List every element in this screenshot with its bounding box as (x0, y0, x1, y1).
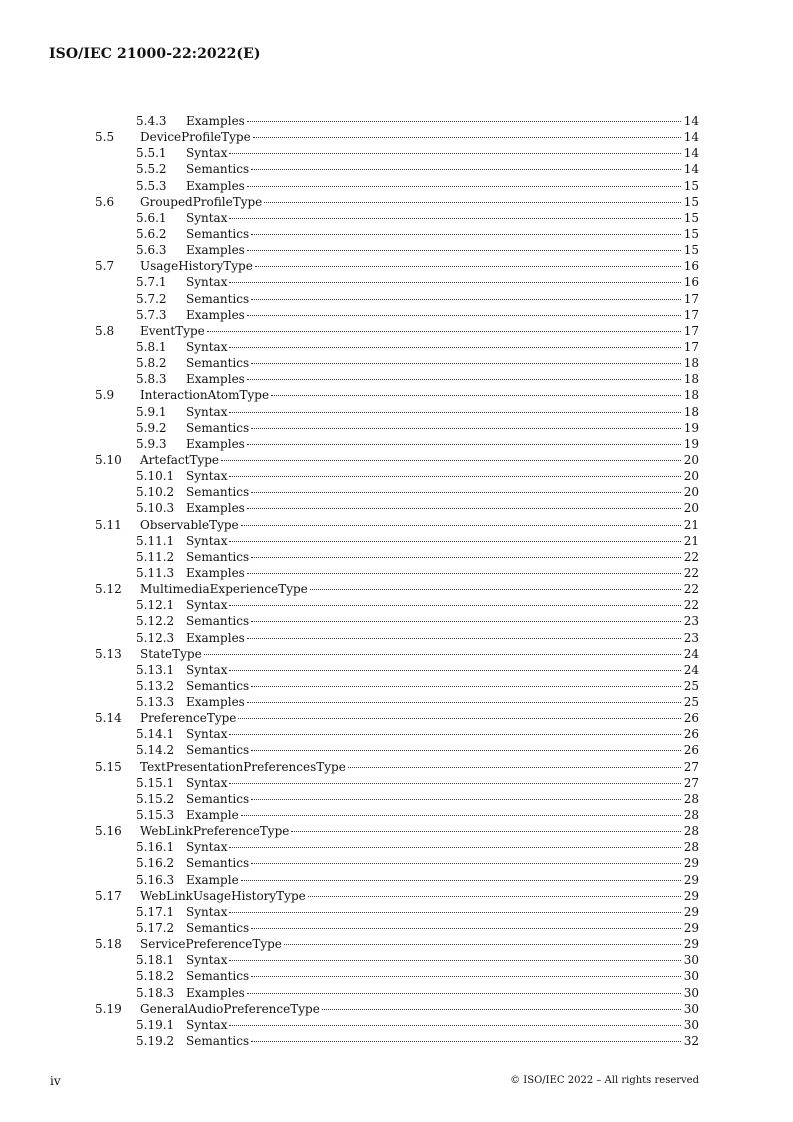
toc-entry-page: 16 (683, 259, 699, 274)
toc-entry-number: 5.5.1 (136, 146, 167, 161)
toc-entry-number: 5.9.2 (136, 420, 167, 435)
toc-entry-number: 5.18.3 (136, 985, 175, 1000)
toc-entry-title: Semantics (186, 856, 250, 871)
toc-entry-page: 17 (683, 339, 699, 354)
toc-entry-number: 5.18.1 (136, 953, 175, 968)
toc-entry-title: Examples (186, 436, 245, 451)
toc-entry-title: Examples (186, 114, 245, 128)
toc-entry-number: 5.19.1 (136, 1017, 175, 1032)
toc-entry-number: 5.6.1 (136, 210, 167, 225)
toc-entry-subclause[interactable] (95, 500, 699, 516)
toc-entry-page: 29 (683, 904, 699, 919)
toc-entry-clause[interactable] (95, 936, 699, 952)
toc-entry-title: Semantics (186, 678, 250, 693)
toc-dot-leader (253, 137, 681, 138)
toc-entry-subclause[interactable] (95, 630, 699, 646)
toc-entry-number: 5.16.1 (136, 840, 175, 855)
toc-entry-subclause[interactable] (95, 968, 699, 984)
toc-entry-page: 29 (683, 888, 699, 903)
toc-entry-page: 14 (683, 146, 699, 161)
toc-entry-title: Syntax (186, 775, 228, 790)
toc-entry-subclause[interactable] (95, 1017, 699, 1033)
toc-entry-clause[interactable] (95, 759, 699, 775)
toc-entry-subclause[interactable] (95, 613, 699, 629)
toc-dot-leader (238, 718, 681, 719)
toc-entry-page: 18 (683, 356, 699, 371)
toc-dot-leader (251, 799, 681, 800)
toc-entry-subclause[interactable] (95, 242, 699, 258)
toc-entry-page: 15 (683, 194, 699, 209)
toc-entry-number: 5.16.3 (136, 872, 175, 887)
toc-dot-leader (229, 218, 681, 219)
toc-entry-page: 22 (683, 549, 699, 564)
toc-entry-title: Examples (186, 630, 245, 645)
toc-entry-number: 5.7.1 (136, 275, 167, 290)
toc-entry-page: 14 (683, 114, 699, 128)
toc-dot-leader (229, 605, 681, 606)
toc-entry-title: Examples (186, 243, 245, 258)
toc-entry-page: 28 (683, 824, 699, 839)
toc-dot-leader (251, 299, 681, 300)
toc-entry-subclause[interactable] (95, 952, 699, 968)
toc-entry-page: 27 (683, 775, 699, 790)
toc-dot-leader (247, 121, 681, 122)
toc-dot-leader (229, 347, 681, 348)
toc-dot-leader (251, 928, 681, 929)
toc-dot-leader (247, 186, 681, 187)
toc-entry-page: 15 (683, 226, 699, 241)
toc-entry-page: 28 (683, 840, 699, 855)
toc-entry-page: 26 (683, 727, 699, 742)
toc-entry-title: Semantics (186, 614, 250, 629)
toc-entry-page: 20 (683, 485, 699, 500)
toc-entry-number: 5.4.3 (136, 114, 167, 128)
toc-dot-leader (255, 266, 681, 267)
toc-entry-page: 30 (683, 953, 699, 968)
toc-entry-title: Semantics (186, 969, 250, 984)
toc-dot-leader (247, 573, 681, 574)
toc-entry-subclause[interactable] (95, 226, 699, 242)
toc-entry-title: Semantics (186, 226, 250, 241)
toc-dot-leader (229, 783, 681, 784)
toc-entry-subclause[interactable] (95, 662, 699, 678)
toc-entry-title: Examples (186, 501, 245, 516)
toc-dot-leader (229, 541, 681, 542)
toc-entry-number: 5.5 (95, 130, 115, 145)
toc-entry-subclause[interactable] (95, 371, 699, 387)
toc-entry-number: 5.15.2 (136, 791, 175, 806)
toc-entry-page: 32 (683, 1034, 699, 1049)
toc-entry-number: 5.12.2 (136, 614, 175, 629)
toc-entry-page: 22 (683, 598, 699, 613)
toc-dot-leader (271, 395, 681, 396)
toc-entry-number: 5.13.1 (136, 662, 175, 677)
toc-entry-title: StateType (140, 646, 202, 661)
toc-entry-number: 5.11.1 (136, 533, 175, 548)
toc-entry-subclause[interactable] (95, 742, 699, 758)
toc-entry-subclause[interactable] (95, 920, 699, 936)
toc-dot-leader (251, 1041, 681, 1042)
toc-entry-title: ObservableType (140, 517, 239, 532)
toc-entry-page: 15 (683, 178, 699, 193)
toc-entry-subclause[interactable] (95, 775, 699, 791)
toc-dot-leader (229, 153, 681, 154)
toc-entry-number: 5.10.1 (136, 469, 175, 484)
toc-entry-title: Semantics (186, 420, 250, 435)
toc-entry-subclause[interactable] (95, 291, 699, 307)
toc-entry-page: 19 (683, 436, 699, 451)
toc-dot-leader (247, 379, 681, 380)
toc-entry-clause[interactable] (95, 517, 699, 533)
toc-entry-title: ArtefactType (140, 452, 220, 467)
toc-entry-number: 5.8.2 (136, 356, 167, 371)
toc-entry-page: 21 (683, 533, 699, 548)
toc-entry-title: Syntax (186, 533, 228, 548)
toc-entry-title: Semantics (186, 921, 250, 936)
toc-entry-title: Example (186, 872, 239, 887)
toc-entry-clause[interactable] (95, 323, 699, 339)
toc-entry-number: 5.14.1 (136, 727, 175, 742)
toc-dot-leader (251, 234, 681, 235)
toc-entry-page: 14 (683, 130, 699, 145)
toc-entry-subclause[interactable] (95, 1033, 699, 1049)
toc-entry-page: 23 (683, 614, 699, 629)
toc-entry-page: 20 (683, 469, 699, 484)
toc-dot-leader (291, 831, 681, 832)
toc-entry-page: 29 (683, 921, 699, 936)
toc-entry-subclause[interactable] (95, 985, 699, 1001)
toc-entry-subclause[interactable] (95, 178, 699, 194)
toc-entry-number: 5.8.1 (136, 339, 167, 354)
toc-entry-title: InteractionAtomType (140, 388, 270, 403)
toc-entry-number: 5.5.2 (136, 162, 167, 177)
toc-dot-leader (348, 767, 681, 768)
toc-entry-title: Syntax (186, 275, 228, 290)
toc-entry-title: Syntax (186, 904, 228, 919)
toc-entry-title: Syntax (186, 662, 228, 677)
toc-dot-leader (251, 363, 681, 364)
toc-entry-number: 5.17.1 (136, 904, 175, 919)
toc-dot-leader (229, 670, 681, 671)
toc-entry-subclause[interactable] (95, 904, 699, 920)
toc-entry-title: Syntax (186, 727, 228, 742)
toc-entry-title: MultimediaExperienceType (140, 582, 308, 597)
toc-dot-leader (229, 1025, 681, 1026)
toc-entry-title: Examples (186, 565, 245, 580)
toc-entry-page: 25 (683, 678, 699, 693)
toc-entry-number: 5.10 (95, 452, 122, 467)
toc-dot-leader (229, 412, 681, 413)
toc-entry-number: 5.18.2 (136, 969, 175, 984)
toc-entry-subclause[interactable] (95, 484, 699, 500)
toc-dot-leader (229, 734, 681, 735)
toc-entry-number: 5.13.3 (136, 695, 175, 710)
toc-entry-title: PreferenceType (140, 711, 237, 726)
toc-dot-leader (310, 589, 681, 590)
toc-entry-number: 5.6.2 (136, 226, 167, 241)
toc-entry-title: UsageHistoryType (140, 259, 253, 274)
toc-entry-page: 20 (683, 501, 699, 516)
toc-entry-page: 29 (683, 856, 699, 871)
toc-dot-leader (229, 282, 681, 283)
toc-entry-title: Examples (186, 372, 245, 387)
toc-entry-title: Examples (186, 178, 245, 193)
toc-entry-clause[interactable] (95, 646, 699, 662)
toc-dot-leader (251, 557, 681, 558)
toc-entry-page: 21 (683, 517, 699, 532)
toc-dot-leader (229, 912, 681, 913)
toc-entry-subclause[interactable] (95, 678, 699, 694)
page-number: iv (50, 1074, 61, 1088)
toc-entry-number: 5.12.3 (136, 630, 175, 645)
toc-entry-page: 18 (683, 404, 699, 419)
toc-entry-title: Examples (186, 307, 245, 322)
toc-entry-number: 5.8 (95, 323, 115, 338)
toc-entry-page: 19 (683, 420, 699, 435)
toc-entry-clause[interactable] (95, 710, 699, 726)
toc-dot-leader (247, 444, 681, 445)
toc-entry-subclause[interactable] (95, 468, 699, 484)
document-header: ISO/IEC 21000-22:2022(E) (49, 46, 261, 62)
toc-dot-leader (229, 847, 681, 848)
toc-entry-number: 5.17 (95, 888, 122, 903)
toc-entry-page: 30 (683, 985, 699, 1000)
toc-entry-title: GeneralAudioPreferenceType (140, 1001, 320, 1016)
toc-entry-subclause[interactable] (95, 807, 699, 823)
toc-entry-title: Syntax (186, 404, 228, 419)
toc-dot-leader (251, 686, 681, 687)
toc-entry-subclause[interactable] (95, 161, 699, 177)
toc-dot-leader (251, 750, 681, 751)
toc-entry-subclause[interactable] (95, 436, 699, 452)
toc-entry-number: 5.13.2 (136, 678, 175, 693)
toc-entry-title: Examples (186, 985, 245, 1000)
toc-entry-subclause[interactable] (95, 274, 699, 290)
table-of-contents (95, 113, 699, 1049)
toc-entry-title: Syntax (186, 953, 228, 968)
toc-dot-leader (241, 880, 681, 881)
toc-dot-leader (251, 863, 681, 864)
toc-entry-page: 15 (683, 210, 699, 225)
toc-entry-page: 22 (683, 582, 699, 597)
toc-entry-title: EventType (140, 323, 205, 338)
toc-entry-subclause[interactable] (95, 855, 699, 871)
toc-entry-subclause[interactable] (95, 872, 699, 888)
toc-dot-leader (221, 460, 681, 461)
toc-dot-leader (247, 993, 681, 994)
toc-entry-number: 5.19 (95, 1001, 122, 1016)
toc-entry-title: Syntax (186, 146, 228, 161)
toc-entry-number: 5.7 (95, 259, 115, 274)
toc-entry-number: 5.17.2 (136, 921, 175, 936)
toc-entry-subclause[interactable] (95, 420, 699, 436)
toc-dot-leader (251, 428, 681, 429)
toc-dot-leader (251, 492, 681, 493)
toc-dot-leader (251, 976, 681, 977)
toc-entry-title: Semantics (186, 162, 250, 177)
toc-entry-page: 30 (683, 1001, 699, 1016)
toc-dot-leader (308, 896, 681, 897)
toc-entry-page: 17 (683, 291, 699, 306)
toc-entry-page: 17 (683, 307, 699, 322)
toc-entry-clause[interactable] (95, 823, 699, 839)
toc-entry-number: 5.6.3 (136, 243, 167, 258)
toc-entry-title: Examples (186, 695, 245, 710)
toc-entry-clause[interactable] (95, 129, 699, 145)
toc-entry-number: 5.15.3 (136, 808, 175, 823)
toc-entry-title: Syntax (186, 840, 228, 855)
toc-entry-title: Semantics (186, 356, 250, 371)
toc-entry-clause[interactable] (95, 1001, 699, 1017)
toc-entry-number: 5.9 (95, 388, 115, 403)
copyright-notice: © ISO/IEC 2022 – All rights reserved (510, 1075, 699, 1086)
toc-dot-leader (247, 315, 681, 316)
toc-entry-page: 16 (683, 275, 699, 290)
toc-entry-number: 5.14 (95, 711, 122, 726)
toc-entry-page: 17 (683, 323, 699, 338)
toc-entry-title: WebLinkUsageHistoryType (140, 888, 306, 903)
toc-entry-title: Syntax (186, 339, 228, 354)
toc-entry-number: 5.7.2 (136, 291, 167, 306)
toc-entry-title: Semantics (186, 549, 250, 564)
toc-entry-page: 14 (683, 162, 699, 177)
toc-entry-number: 5.12.1 (136, 598, 175, 613)
toc-entry-number: 5.9.1 (136, 404, 167, 419)
toc-entry-number: 5.15.1 (136, 775, 175, 790)
toc-dot-leader (207, 331, 681, 332)
toc-entry-page: 30 (683, 969, 699, 984)
toc-entry-title: Syntax (186, 210, 228, 225)
toc-dot-leader (247, 702, 681, 703)
toc-entry-page: 18 (683, 388, 699, 403)
toc-entry-number: 5.11 (95, 517, 122, 532)
toc-entry-title: Semantics (186, 1034, 250, 1049)
toc-entry-number: 5.6 (95, 194, 115, 209)
toc-entry-clause[interactable] (95, 387, 699, 403)
toc-entry-number: 5.13 (95, 646, 122, 661)
toc-dot-leader (229, 476, 681, 477)
toc-entry-title: GroupedProfileType (140, 194, 263, 209)
toc-entry-title: ServicePreferenceType (140, 937, 282, 952)
toc-entry-number: 5.5.3 (136, 178, 167, 193)
toc-entry-number: 5.7.3 (136, 307, 167, 322)
toc-entry-subclause[interactable] (95, 533, 699, 549)
toc-entry-page: 29 (683, 937, 699, 952)
toc-entry-page: 24 (683, 646, 699, 661)
toc-entry-page: 27 (683, 759, 699, 774)
toc-entry-page: 20 (683, 452, 699, 467)
toc-dot-leader (251, 621, 681, 622)
toc-entry-number: 5.8.3 (136, 372, 167, 387)
toc-entry-page: 29 (683, 872, 699, 887)
toc-entry-number: 5.10.2 (136, 485, 175, 500)
toc-dot-leader (247, 250, 681, 251)
toc-entry-title: Semantics (186, 743, 250, 758)
toc-entry-subclause[interactable] (95, 210, 699, 226)
toc-entry-subclause[interactable] (95, 565, 699, 581)
toc-entry-clause[interactable] (95, 258, 699, 274)
toc-entry-number: 5.9.3 (136, 436, 167, 451)
toc-entry-subclause[interactable] (95, 549, 699, 565)
toc-dot-leader (247, 638, 681, 639)
toc-entry-page: 26 (683, 711, 699, 726)
toc-entry-title: Semantics (186, 791, 250, 806)
toc-entry-subclause[interactable] (95, 113, 699, 129)
toc-entry-number: 5.11.3 (136, 565, 175, 580)
toc-entry-number: 5.15 (95, 759, 122, 774)
toc-entry-page: 23 (683, 630, 699, 645)
toc-entry-title: Syntax (186, 598, 228, 613)
toc-entry-page: 15 (683, 243, 699, 258)
toc-dot-leader (284, 944, 681, 945)
toc-entry-subclause[interactable] (95, 791, 699, 807)
toc-dot-leader (264, 202, 681, 203)
toc-dot-leader (247, 508, 681, 509)
toc-entry-page: 22 (683, 565, 699, 580)
toc-entry-number: 5.10.3 (136, 501, 175, 516)
toc-entry-subclause[interactable] (95, 145, 699, 161)
toc-entry-page: 24 (683, 662, 699, 677)
toc-entry-title: WebLinkPreferenceType (140, 824, 290, 839)
toc-entry-subclause[interactable] (95, 726, 699, 742)
toc-entry-number: 5.11.2 (136, 549, 175, 564)
toc-entry-number: 5.16 (95, 824, 122, 839)
toc-entry-title: TextPresentationPreferencesType (140, 759, 346, 774)
toc-entry-subclause[interactable] (95, 307, 699, 323)
toc-entry-title: Syntax (186, 469, 228, 484)
toc-entry-clause[interactable] (95, 452, 699, 468)
toc-entry-number: 5.14.2 (136, 743, 175, 758)
toc-dot-leader (229, 960, 681, 961)
toc-entry-page: 26 (683, 743, 699, 758)
toc-entry-number: 5.19.2 (136, 1034, 175, 1049)
toc-entry-title: DeviceProfileType (140, 130, 251, 145)
toc-entry-subclause[interactable] (95, 404, 699, 420)
toc-entry-page: 18 (683, 372, 699, 387)
toc-entry-subclause[interactable] (95, 355, 699, 371)
toc-entry-title: Semantics (186, 485, 250, 500)
toc-entry-number: 5.12 (95, 582, 122, 597)
toc-entry-number: 5.18 (95, 937, 122, 952)
toc-dot-leader (241, 525, 681, 526)
toc-entry-subclause[interactable] (95, 597, 699, 613)
toc-entry-title: Syntax (186, 1017, 228, 1032)
toc-entry-subclause[interactable] (95, 839, 699, 855)
toc-dot-leader (251, 169, 681, 170)
toc-entry-clause[interactable] (95, 888, 699, 904)
toc-entry-clause[interactable] (95, 581, 699, 597)
toc-dot-leader (204, 654, 681, 655)
toc-entry-title: Semantics (186, 291, 250, 306)
toc-entry-page: 25 (683, 695, 699, 710)
toc-entry-clause[interactable] (95, 194, 699, 210)
toc-dot-leader (241, 815, 681, 816)
toc-entry-subclause[interactable] (95, 694, 699, 710)
toc-entry-title: Example (186, 808, 239, 823)
toc-entry-subclause[interactable] (95, 339, 699, 355)
toc-entry-page: 28 (683, 791, 699, 806)
toc-entry-page: 30 (683, 1017, 699, 1032)
toc-entry-page: 28 (683, 808, 699, 823)
toc-dot-leader (322, 1009, 681, 1010)
toc-entry-number: 5.16.2 (136, 856, 175, 871)
